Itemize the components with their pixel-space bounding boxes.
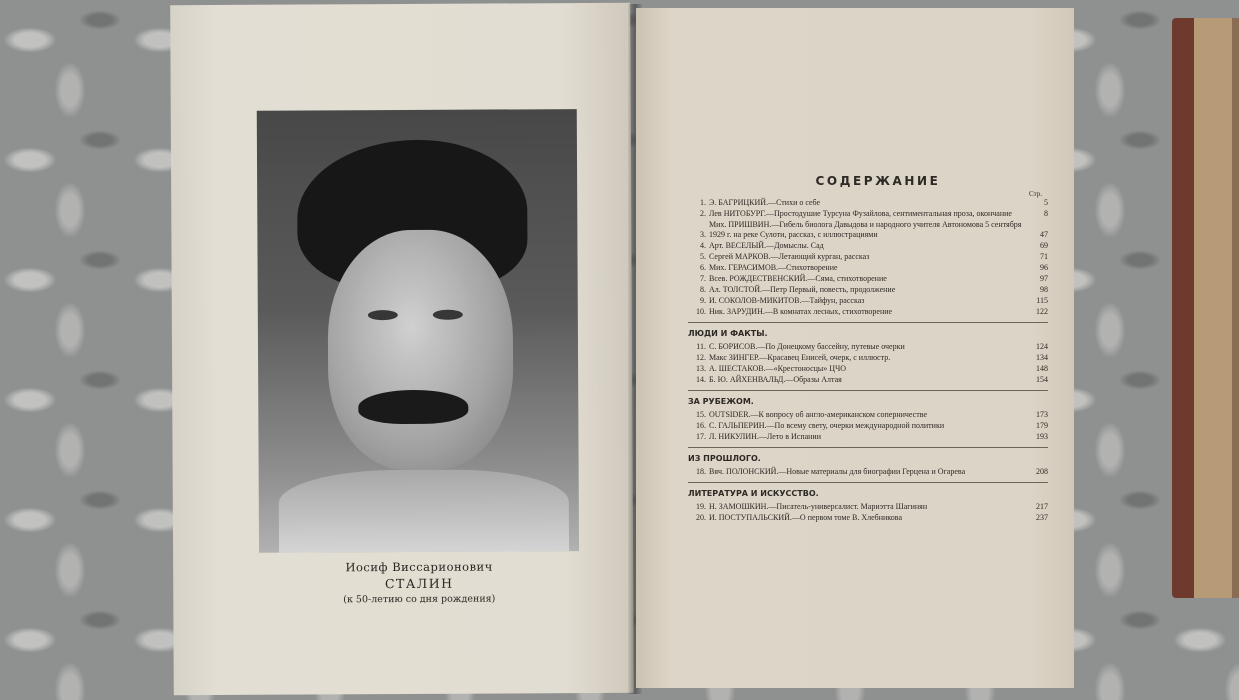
toc-entry-page: 134 bbox=[1036, 353, 1048, 362]
toc-entry-text: Арт. ВЕСЕЛЫЙ.—Домыслы. Сад bbox=[709, 241, 824, 250]
toc-entry-number: 17. bbox=[696, 432, 706, 441]
toc-entry-number: 16. bbox=[696, 421, 706, 430]
toc-entry-page: 96 bbox=[1040, 263, 1048, 272]
toc-entry-text: Ал. ТОЛСТОЙ.—Петр Первый, повесть, продолжение bbox=[709, 285, 896, 294]
toc-entry-number: 5. bbox=[700, 252, 706, 261]
toc-entry-number: 7. bbox=[700, 274, 706, 283]
toc-section-heading: ЗА РУБЕЖОМ. bbox=[688, 397, 754, 406]
toc-entry-text: Лев НИТОБУРГ.—Простодушие Турсуна Фузайлова, сентиментальная проза, окончание bbox=[709, 209, 1012, 218]
toc-entry bbox=[688, 410, 1048, 420]
toc-entry bbox=[688, 467, 1048, 477]
toc-entry bbox=[688, 274, 1048, 284]
toc-entry bbox=[688, 502, 1048, 512]
toc-entry-page: 208 bbox=[1036, 467, 1048, 476]
toc-page-header: Стр. bbox=[1029, 190, 1042, 198]
toc-entry-text: OUTSIDER.—К вопросу об англо-американском соперничестве bbox=[709, 410, 928, 419]
toc-entry-number: 11. bbox=[696, 342, 706, 351]
toc-entry-text: Л. НИКУЛИН.—Лето в Испании bbox=[709, 432, 821, 441]
toc-section-heading: ЛИТЕРАТУРА И ИСКУССТВО. bbox=[688, 489, 819, 498]
toc-entry-text: Мих. ПРИШВИН.—Гибель биолога Давыдова и народного учителя Автономова 5 сентября 1929 г. на реке Сулоти, рассказ, с иллюстрациями bbox=[709, 220, 1022, 239]
toc-entry-text: С. ГАЛЬПЕРИН.—По всему свету, очерки международной политики bbox=[709, 421, 945, 430]
toc-entry bbox=[688, 307, 1048, 317]
toc-entry bbox=[688, 513, 1048, 523]
section-divider bbox=[688, 482, 1048, 483]
toc-entry-text: Н. ЗАМОШКИН.—Писатель-универсалист. Мариэтта Шагинян bbox=[709, 502, 928, 511]
toc-entry-text: Ник. ЗАРУДИН.—В комнатах лесных, стихотворение bbox=[709, 307, 893, 316]
caption-name: Иосиф Виссарионович bbox=[345, 559, 493, 575]
toc-entry-number: 8. bbox=[700, 285, 706, 294]
toc-entry-page: 8 bbox=[1044, 209, 1048, 218]
toc-entry bbox=[688, 421, 1048, 431]
toc-entry-page: 5 bbox=[1044, 198, 1048, 207]
toc-entry bbox=[688, 241, 1048, 251]
toc-entry-number: 9. bbox=[700, 296, 706, 305]
toc-entry-page: 193 bbox=[1036, 432, 1048, 441]
table-of-contents bbox=[688, 174, 1048, 524]
toc-entry-number: 19. bbox=[696, 502, 706, 511]
toc-entry-page: 122 bbox=[1036, 307, 1048, 316]
toc-entry bbox=[688, 364, 1048, 374]
toc-entry-text: Всев. РОЖДЕСТВЕНСКИЙ.—Сяма, стихотворение bbox=[709, 274, 887, 283]
right-page bbox=[636, 8, 1074, 688]
toc-entry-text: Б. Ю. АЙХЕНВАЛЬД.—Образы Алтая bbox=[709, 375, 842, 384]
toc-entry-page: 179 bbox=[1036, 421, 1048, 430]
toc-section-heading: ИЗ ПРОШЛОГО. bbox=[688, 454, 761, 463]
toc-section-heading: ЛЮДИ И ФАКТЫ. bbox=[688, 329, 768, 338]
toc-entry-page: 71 bbox=[1040, 252, 1048, 261]
toc-entry-text: И. СОКОЛОВ-МИКИТОВ.—Тайфун, рассказ bbox=[709, 296, 865, 305]
toc-entry bbox=[688, 342, 1048, 352]
toc-entry-number: 18. bbox=[696, 467, 706, 476]
caption-note: (к 50-летию со дня рождения) bbox=[343, 593, 496, 606]
portrait-photo bbox=[257, 109, 579, 553]
toc-entry-text: А. ШЕСТАКОВ.—«Крестоносцы» ЦЧО bbox=[709, 364, 847, 373]
toc-entry-page: 98 bbox=[1040, 285, 1048, 294]
toc-entry-number: 4. bbox=[700, 241, 706, 250]
toc-entry-number: 3. bbox=[700, 230, 706, 239]
toc-entry-text: Э. БАГРИЦКИЙ.—Стихи о себе bbox=[709, 198, 821, 207]
toc-entry bbox=[688, 432, 1048, 442]
toc-main-entries bbox=[688, 198, 1048, 317]
caption-surname: СТАЛИН bbox=[384, 575, 454, 592]
toc-entry-text: Макс ЗИНГЕР.—Красавец Енисей, очерк, с иллюстр. bbox=[709, 353, 891, 362]
toc-entry-number: 14. bbox=[696, 375, 706, 384]
toc-entry-page: 47 bbox=[1040, 230, 1048, 239]
left-page bbox=[170, 3, 634, 695]
toc-entry bbox=[688, 285, 1048, 295]
toc-entry-page: 97 bbox=[1040, 274, 1048, 283]
toc-entry-number: 1. bbox=[700, 198, 706, 207]
toc-entry bbox=[688, 263, 1048, 273]
toc-entry bbox=[688, 220, 1048, 240]
toc-entry bbox=[688, 209, 1048, 219]
toc-entry-number: 12. bbox=[696, 353, 706, 362]
toc-entry-text: Мих. ГЕРАСИМОВ.—Стихотворение bbox=[709, 263, 838, 272]
toc-entry bbox=[688, 353, 1048, 363]
toc-entry bbox=[688, 375, 1048, 385]
toc-entry-page: 173 bbox=[1036, 410, 1048, 419]
toc-sections bbox=[688, 322, 1048, 523]
toc-entry-page: 124 bbox=[1036, 342, 1048, 351]
toc-title: СОДЕРЖАНИЕ bbox=[815, 174, 941, 188]
toc-entry-text: Сергей МАРКОВ.—Летающий курган, рассказ bbox=[709, 252, 870, 261]
toc-entry bbox=[688, 296, 1048, 306]
adjacent-book-edge bbox=[1172, 18, 1239, 598]
toc-entry-text: И. ПОСТУПАЛЬСКИЙ.—О первом томе В. Хлебникова bbox=[709, 513, 903, 522]
toc-entry-number: 6. bbox=[700, 263, 706, 272]
toc-entry-text: С. БОРИСОВ.—По Донецкому бассейну, путевые очерки bbox=[709, 342, 905, 351]
toc-entry-number: 10. bbox=[696, 307, 706, 316]
toc-entry-page: 237 bbox=[1036, 513, 1048, 522]
toc-entry-page: 154 bbox=[1036, 375, 1048, 384]
toc-entry-text: Вяч. ПОЛОНСКИЙ.—Новые материалы для биографии Герцена и Огарева bbox=[709, 467, 966, 476]
toc-entry-page: 115 bbox=[1036, 296, 1048, 305]
section-divider bbox=[688, 322, 1048, 323]
toc-entry bbox=[688, 252, 1048, 262]
toc-entry-page: 217 bbox=[1036, 502, 1048, 511]
section-divider bbox=[688, 447, 1048, 448]
toc-entry-number: 2. bbox=[700, 209, 706, 218]
section-divider bbox=[688, 390, 1048, 391]
toc-entry-page: 148 bbox=[1036, 364, 1048, 373]
toc-entry-number: 20. bbox=[696, 513, 706, 522]
toc-entry bbox=[688, 198, 1048, 208]
portrait-caption bbox=[259, 559, 579, 606]
toc-entry-number: 15. bbox=[696, 410, 706, 419]
toc-entry-number: 13. bbox=[696, 364, 706, 373]
toc-entry-page: 69 bbox=[1040, 241, 1048, 250]
